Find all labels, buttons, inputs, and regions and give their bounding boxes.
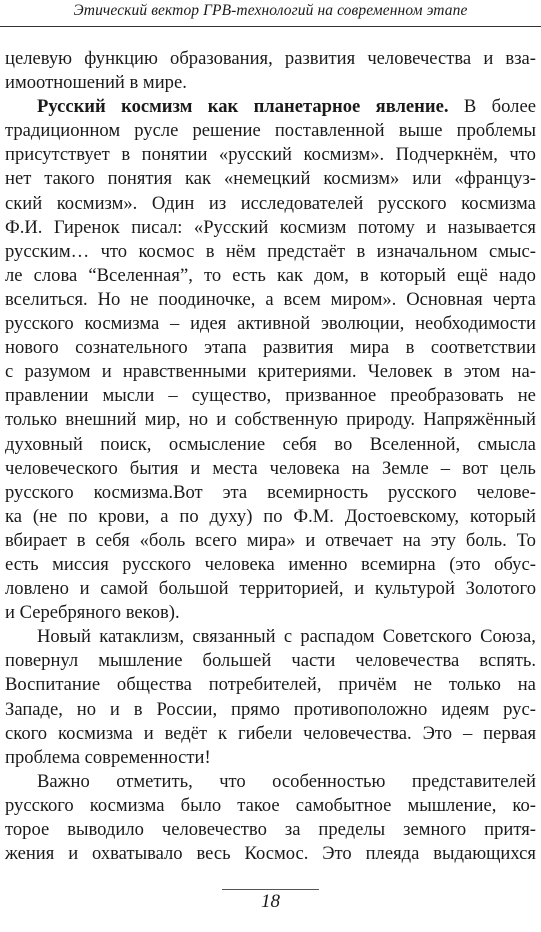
word: В xyxy=(463,96,477,118)
word: исследователей xyxy=(240,192,364,214)
word: Достоевскому, xyxy=(344,505,460,527)
word: отвечает xyxy=(325,529,393,551)
word: общества xyxy=(116,674,192,696)
word: и xyxy=(216,409,227,431)
word: челове- xyxy=(476,481,536,503)
word: нового xyxy=(5,337,59,359)
word: Основная xyxy=(406,288,483,310)
word: эволюции, xyxy=(320,313,405,335)
word: и xyxy=(305,529,316,551)
word: крови, xyxy=(98,505,150,527)
word: ведёт xyxy=(164,722,208,744)
word: «русский xyxy=(218,144,293,166)
word: критериями. xyxy=(257,361,357,383)
word: выводило xyxy=(67,819,144,840)
word: человека xyxy=(204,553,275,575)
word: мира» xyxy=(246,529,296,551)
word: Золотого xyxy=(465,578,536,600)
text-line xyxy=(5,505,536,529)
text-line xyxy=(5,601,536,625)
word: «Русский xyxy=(193,216,269,238)
word: мира xyxy=(349,337,390,359)
word: космизм». xyxy=(56,192,138,214)
word: с xyxy=(283,626,293,648)
word: повернул xyxy=(5,650,79,672)
word: самобытное xyxy=(295,794,392,816)
word: космизма xyxy=(58,722,133,744)
word: только xyxy=(448,674,501,696)
text-line xyxy=(5,722,536,746)
word: охватывало xyxy=(92,843,183,865)
word: на xyxy=(517,674,536,696)
word: образования, xyxy=(170,48,273,69)
word: эту xyxy=(430,529,456,551)
word: культурой xyxy=(374,578,455,600)
word: призванное xyxy=(285,385,377,407)
word: человечества. xyxy=(303,722,412,744)
text-line xyxy=(5,216,536,240)
word: рус- xyxy=(503,698,536,720)
word: разумом xyxy=(24,361,91,383)
word: ещё xyxy=(457,264,488,286)
word: правлении xyxy=(5,385,89,407)
word: из xyxy=(208,192,227,214)
word: предстаёт xyxy=(267,240,346,262)
word: человека xyxy=(269,457,340,479)
word: космизма.Вот xyxy=(93,481,203,503)
word: плеяда xyxy=(365,843,420,865)
word: не xyxy=(413,674,432,696)
word: боль. xyxy=(465,529,507,551)
word: преобразовать xyxy=(390,385,504,407)
word: Советского xyxy=(382,626,472,648)
word: ко- xyxy=(512,794,536,816)
word: мысли xyxy=(102,385,155,407)
word: русского xyxy=(5,313,74,335)
word: не xyxy=(130,288,149,310)
word: что xyxy=(509,144,536,166)
word: развития xyxy=(263,337,334,359)
word: Это xyxy=(422,722,453,744)
word: самой xyxy=(100,578,149,600)
text-line xyxy=(5,95,536,119)
text-line xyxy=(5,746,536,770)
word: есть xyxy=(5,553,39,575)
word: Ф.М. xyxy=(293,505,334,527)
word: Подчеркнём, xyxy=(395,144,498,166)
text-line xyxy=(5,384,536,408)
word: Воспитание xyxy=(5,674,101,696)
text-line xyxy=(5,240,536,264)
word: надо xyxy=(498,264,536,286)
word: слова xyxy=(33,264,78,286)
text-line xyxy=(5,673,536,697)
word: Космос. xyxy=(244,843,309,865)
word: Новый xyxy=(37,626,91,648)
word: бытия xyxy=(129,457,179,479)
word: присутствует xyxy=(5,144,110,166)
word: этом xyxy=(463,361,501,383)
word: космизм». xyxy=(303,144,385,166)
word: катаклизм, xyxy=(99,626,185,648)
text-line xyxy=(5,553,536,577)
text-line xyxy=(5,457,536,481)
text-run: проблема современности! xyxy=(5,746,211,768)
word: осмысление xyxy=(168,433,266,455)
word: Союза, xyxy=(480,626,536,648)
word: собственную xyxy=(234,409,338,431)
word: большой xyxy=(158,578,229,600)
word: не xyxy=(517,385,536,407)
word: космизм» xyxy=(323,168,400,190)
text-line xyxy=(5,698,536,722)
word: Напряжённый xyxy=(423,409,536,431)
word: противоположно xyxy=(293,698,428,720)
word: Вселенной, xyxy=(369,433,461,455)
word: (это xyxy=(449,553,481,575)
word: Важно xyxy=(37,770,90,792)
page-number: 18 xyxy=(261,891,280,912)
word: нравственными xyxy=(122,361,247,383)
text-line xyxy=(5,433,536,457)
word: части xyxy=(291,650,336,672)
word: мышление, xyxy=(407,794,497,816)
word: ле xyxy=(5,264,23,286)
word: по xyxy=(68,505,88,527)
text-line xyxy=(5,529,536,553)
text-run: имоотношений в мире. xyxy=(5,72,187,94)
word: русским… xyxy=(5,240,90,262)
word: традиционном xyxy=(5,120,121,142)
word: Один xyxy=(151,192,195,214)
word: дом, xyxy=(314,264,349,286)
word: всего xyxy=(195,529,237,551)
word: только xyxy=(5,409,58,431)
word: Человек xyxy=(367,361,433,383)
word: гибели xyxy=(237,722,293,744)
word: что xyxy=(219,770,246,792)
bold-word: планетарное xyxy=(253,96,361,118)
word: ского xyxy=(5,722,48,744)
text-line xyxy=(5,842,536,866)
word: смысла xyxy=(477,433,536,455)
word: в xyxy=(133,698,143,720)
word: внешний xyxy=(65,409,137,431)
word: а xyxy=(265,288,274,310)
text-line xyxy=(5,408,536,432)
word: цель xyxy=(499,457,536,479)
word: выдающихся xyxy=(433,843,536,865)
word: и xyxy=(426,216,437,238)
word: места xyxy=(212,457,258,479)
word: природу. xyxy=(346,409,416,431)
word: человечество xyxy=(161,819,267,840)
text-line xyxy=(5,312,536,336)
word: земного xyxy=(403,819,467,840)
word: «немецкий xyxy=(223,168,311,190)
word: русского xyxy=(5,481,74,503)
word: “Вселенная”, xyxy=(88,264,193,286)
word: миром». xyxy=(330,288,397,310)
word: жения xyxy=(5,843,55,865)
word: целевую xyxy=(5,48,73,69)
word: человечества xyxy=(355,650,460,672)
word: пределы xyxy=(318,819,386,840)
word: и xyxy=(354,578,365,600)
text-line xyxy=(5,818,536,842)
text-line xyxy=(5,360,536,384)
bold-word: Русский xyxy=(37,96,106,118)
word: к xyxy=(218,722,228,744)
word: такое xyxy=(237,794,280,816)
word: на xyxy=(351,457,370,479)
word: с xyxy=(5,361,14,383)
word: (не xyxy=(32,505,58,527)
word: весь xyxy=(196,843,231,865)
text-line xyxy=(5,71,536,95)
word: но xyxy=(188,409,208,431)
word: распадом xyxy=(300,626,375,648)
word: – xyxy=(170,313,180,335)
word: на xyxy=(402,529,421,551)
word: потому xyxy=(357,216,415,238)
word: вбирает xyxy=(5,529,67,551)
bold-word: как xyxy=(207,96,239,118)
word: и xyxy=(79,578,90,600)
word: прямо xyxy=(231,698,280,720)
bold-word: космизм xyxy=(121,96,193,118)
word: смыс- xyxy=(488,240,536,262)
word: на- xyxy=(511,361,536,383)
word: То xyxy=(516,529,536,551)
word: то xyxy=(203,264,222,286)
word: и xyxy=(109,698,120,720)
word: поставленной xyxy=(274,120,385,142)
word: в xyxy=(356,240,366,262)
word: Земле xyxy=(381,457,429,479)
word: в xyxy=(360,264,369,286)
word: «француз- xyxy=(454,168,536,190)
word: – xyxy=(440,457,451,479)
word: причём xyxy=(338,674,397,696)
word: понятии xyxy=(141,144,208,166)
word: более xyxy=(491,96,536,118)
word: русского xyxy=(122,553,192,575)
word: притя- xyxy=(484,819,536,840)
word: ский xyxy=(5,192,43,214)
word: изначальном xyxy=(376,240,478,262)
word: этапа xyxy=(204,337,247,359)
text-line xyxy=(5,288,536,312)
word: вза- xyxy=(505,48,536,69)
word: космизм xyxy=(279,216,347,238)
word: соответствии xyxy=(430,337,536,359)
word: ка xyxy=(5,505,23,527)
word: «боль xyxy=(139,529,186,551)
word: – xyxy=(168,385,178,407)
word: а xyxy=(160,505,169,527)
word: космос xyxy=(138,240,195,262)
word: в xyxy=(76,529,86,551)
word: поиск, xyxy=(100,433,152,455)
word: выше xyxy=(398,120,443,142)
word: русского xyxy=(5,794,74,816)
word: проблемы xyxy=(456,120,536,142)
word: активной xyxy=(237,313,311,335)
word: мир, xyxy=(144,409,181,431)
word: но xyxy=(76,698,97,720)
word: такого xyxy=(44,168,95,190)
word: во xyxy=(334,433,353,455)
word: большей xyxy=(202,650,272,672)
text-line xyxy=(5,794,536,818)
word: необходимости xyxy=(415,313,536,335)
word: понятия xyxy=(107,168,173,190)
word: русского xyxy=(388,481,457,503)
word: Но xyxy=(97,288,121,310)
word: человечества xyxy=(367,48,472,69)
word: себя xyxy=(95,529,130,551)
text-line xyxy=(5,119,536,143)
word: нет xyxy=(5,168,32,190)
word: Ф.И. xyxy=(5,216,43,238)
word: в xyxy=(121,144,131,166)
text-line xyxy=(5,625,536,649)
word: особенностью xyxy=(272,770,386,792)
text-line xyxy=(5,47,536,71)
word: было xyxy=(180,794,222,816)
word: всемирность xyxy=(267,481,369,503)
word: Гиренок xyxy=(53,216,120,238)
word: идеям xyxy=(441,698,490,720)
word: функцию xyxy=(84,48,158,69)
word: Западе, xyxy=(5,698,63,720)
word: космизма xyxy=(461,192,536,214)
word: и xyxy=(101,361,112,383)
text-line xyxy=(5,770,536,794)
running-title: Этический вектор ГРВ-технологий на современном этапе xyxy=(73,2,468,19)
word: вселиться. xyxy=(5,288,88,310)
word: торое xyxy=(5,819,50,840)
word: идея xyxy=(190,313,227,335)
word: себя xyxy=(282,433,317,455)
word: поодиночке, xyxy=(158,288,256,310)
word: России, xyxy=(156,698,218,720)
word: вот xyxy=(462,457,488,479)
word: Это xyxy=(322,843,352,865)
word: мышление xyxy=(98,650,183,672)
word: всемирна xyxy=(361,553,436,575)
text-run: и Серебряного веков). xyxy=(5,602,180,624)
text-line xyxy=(5,481,536,505)
page-body xyxy=(5,47,536,866)
word: русле xyxy=(134,120,179,142)
text-line xyxy=(5,264,536,288)
word: и xyxy=(483,48,494,69)
word: человеческого xyxy=(5,457,118,479)
text-line xyxy=(5,192,536,216)
text-line xyxy=(5,577,536,601)
word: развития xyxy=(284,48,356,69)
word: как xyxy=(276,264,303,286)
word: в xyxy=(405,337,415,359)
word: русского xyxy=(377,192,447,214)
word: представителей xyxy=(411,770,536,792)
word: и xyxy=(68,843,79,865)
word: решение xyxy=(192,120,261,142)
running-header xyxy=(0,0,541,27)
word: духовный xyxy=(5,433,83,455)
word: писал: xyxy=(131,216,183,238)
word: эта xyxy=(222,481,248,503)
word: вспять. xyxy=(479,650,536,672)
word: существо, xyxy=(191,385,272,407)
word: первая xyxy=(483,722,536,744)
word: территорией, xyxy=(239,578,344,600)
word: космизма xyxy=(89,794,165,816)
word: космизма xyxy=(84,313,160,335)
word: или xyxy=(412,168,442,190)
word: называется xyxy=(447,216,536,238)
word: нём xyxy=(225,240,256,262)
text-line xyxy=(5,143,536,167)
word: по xyxy=(263,505,283,527)
word: обус- xyxy=(494,553,536,575)
word: по xyxy=(179,505,199,527)
word: миссия xyxy=(52,553,109,575)
text-line xyxy=(5,336,536,360)
word: в xyxy=(443,361,453,383)
word: отметить, xyxy=(116,770,193,792)
word: духу) xyxy=(209,505,253,527)
word: и xyxy=(190,457,201,479)
word: за xyxy=(284,819,301,840)
word: в xyxy=(205,240,215,262)
text-line xyxy=(5,649,536,673)
word: потребителей, xyxy=(208,674,322,696)
word: ловлено xyxy=(5,578,69,600)
word: который xyxy=(379,264,446,286)
word: как xyxy=(185,168,212,190)
word: связанный xyxy=(192,626,276,648)
word: и xyxy=(143,722,154,744)
text-line xyxy=(5,167,536,191)
footer-rule xyxy=(222,889,319,890)
word: есть xyxy=(232,264,266,286)
word: всем xyxy=(283,288,321,310)
word: что xyxy=(100,240,128,262)
word: черта xyxy=(492,288,536,310)
word: именно xyxy=(288,553,348,575)
word: который xyxy=(469,505,536,527)
bold-word: явление. xyxy=(375,96,449,118)
word: сознательного xyxy=(75,337,188,359)
word: – xyxy=(462,722,473,744)
